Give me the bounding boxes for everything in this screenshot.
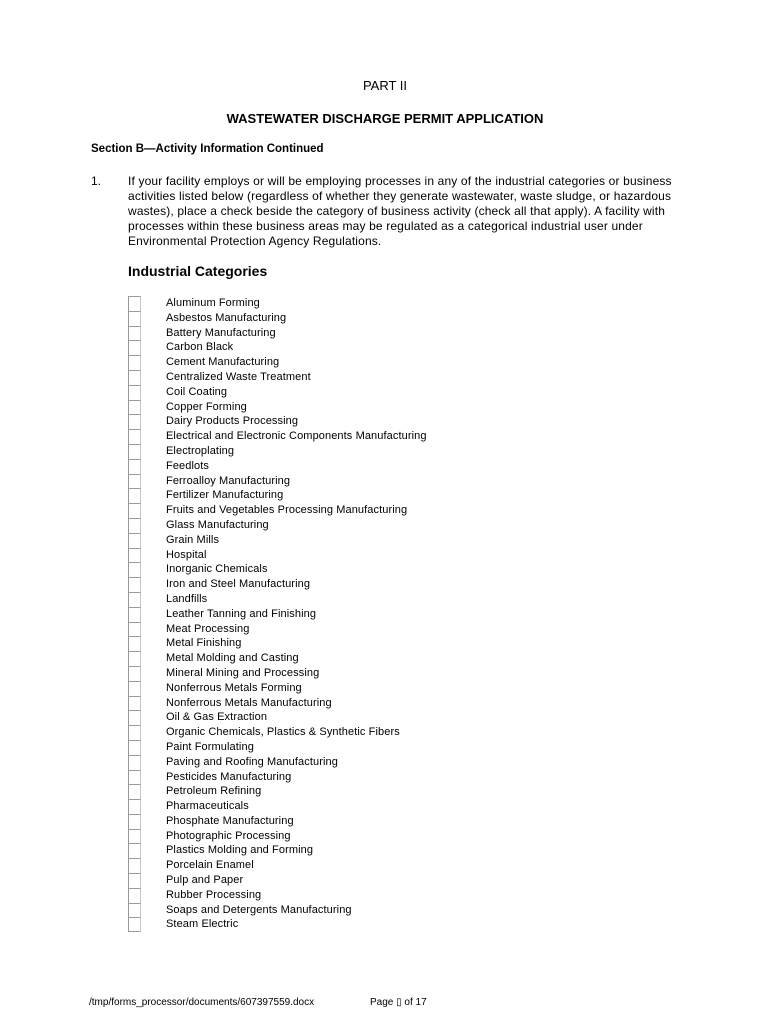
category-checkbox[interactable] [128, 311, 141, 326]
category-label: Steam Electric [166, 918, 239, 931]
category-checkbox[interactable] [128, 459, 141, 474]
category-checkbox[interactable] [128, 784, 141, 799]
category-label: Carbon Black [166, 341, 234, 354]
category-label: Metal Finishing [166, 637, 242, 650]
category-label: Phosphate Manufacturing [166, 814, 294, 827]
category-checkbox[interactable] [128, 607, 141, 622]
category-label: Porcelain Enamel [166, 859, 254, 872]
category-label: Leather Tanning and Finishing [166, 607, 317, 620]
category-label: Aluminum Forming [166, 297, 260, 309]
category-label: Ferroalloy Manufacturing [166, 474, 291, 487]
category-label: Asbestos Manufacturing [166, 311, 287, 324]
category-checkbox[interactable] [128, 755, 141, 770]
document-title: WASTEWATER DISCHARGE PERMIT APPLICATION [226, 111, 544, 126]
category-checkbox[interactable] [128, 740, 141, 755]
category-label: Pharmaceuticals [166, 800, 249, 813]
category-checkbox[interactable] [128, 326, 141, 341]
category-checkbox[interactable] [128, 873, 141, 888]
category-label: Glass Manufacturing [166, 518, 269, 531]
category-checkbox[interactable] [128, 814, 141, 829]
category-label: Copper Forming [166, 400, 247, 413]
category-label: Grain Mills [166, 533, 220, 546]
category-label: Landfills [166, 592, 208, 605]
category-checkbox[interactable] [128, 622, 141, 637]
category-checkbox[interactable] [128, 400, 141, 415]
item-instructions: If your facility employs or will be employing processes in any of the industrial categories or business activities listed below (regardless of whether they generate wastewater, waste sludge, or hazardous wastes), place a check beside the category of business activity (check all that apply). A facility with processes within these business areas may be regulated as a categorical industrial user under Environmental Protection Agency Regulations. [128, 174, 672, 248]
category-checkbox[interactable] [128, 696, 141, 711]
category-label: Organic Chemicals, Plastics & Synthetic Fibers [166, 726, 400, 739]
category-label: Mineral Mining and Processing [166, 666, 320, 679]
category-label: Electroplating [166, 444, 235, 457]
category-checkbox[interactable] [128, 799, 141, 814]
category-label: Centralized Waste Treatment [166, 370, 311, 383]
category-label: Soaps and Detergents Manufacturing [166, 903, 352, 916]
part-title: PART II [362, 78, 408, 93]
category-checkbox[interactable] [128, 414, 141, 429]
category-label: Paint Formulating [166, 740, 254, 753]
category-label: Hospital [166, 548, 207, 561]
category-checkbox[interactable] [128, 577, 141, 592]
category-checkbox[interactable] [128, 548, 141, 563]
category-label: Metal Molding and Casting [166, 652, 299, 665]
category-checkbox[interactable] [128, 888, 141, 903]
category-checkbox[interactable] [128, 858, 141, 873]
category-checkbox[interactable] [128, 829, 141, 844]
category-label: Cement Manufacturing [166, 356, 280, 369]
footer-file-path: /tmp/forms_processor/documents/607397559.docx [89, 997, 315, 1008]
category-label: Petroleum Refining [166, 785, 262, 798]
category-checkbox[interactable] [128, 503, 141, 518]
category-checkbox[interactable] [128, 636, 141, 651]
category-label: Photographic Processing [166, 829, 291, 842]
category-label: Nonferrous Metals Forming [166, 681, 302, 694]
category-checkbox[interactable] [128, 355, 141, 370]
category-checkbox[interactable] [128, 651, 141, 666]
category-checkbox[interactable] [128, 533, 141, 548]
category-checkbox[interactable] [128, 666, 141, 681]
category-label: Plastics Molding and Forming [166, 844, 314, 857]
category-checkbox[interactable] [128, 444, 141, 459]
category-label: Rubber Processing [166, 888, 262, 901]
category-label: Fertilizer Manufacturing [166, 489, 284, 502]
category-checkbox[interactable] [128, 592, 141, 607]
category-label: Dairy Products Processing [166, 415, 299, 428]
category-label: Nonferrous Metals Manufacturing [166, 696, 332, 709]
category-label: Coil Coating [166, 385, 228, 398]
category-checkbox[interactable] [128, 474, 141, 489]
category-label: Pulp and Paper [166, 874, 244, 887]
category-label: Fruits and Vegetables Processing Manufacturing [166, 504, 408, 517]
category-label: Feedlots [166, 459, 209, 472]
category-checkbox[interactable] [128, 725, 141, 740]
category-checkbox[interactable] [128, 518, 141, 533]
category-checkbox[interactable] [128, 370, 141, 385]
category-checkbox[interactable] [128, 429, 141, 444]
category-checkbox[interactable] [128, 562, 141, 577]
category-checkbox[interactable] [128, 843, 141, 858]
section-heading: Section B—Activity Information Continued [91, 143, 324, 155]
category-label: Electrical and Electronic Components Manufacturing [166, 430, 427, 443]
category-checkbox[interactable] [128, 296, 141, 311]
category-label: Iron and Steel Manufacturing [166, 578, 311, 591]
category-checkbox[interactable] [128, 340, 141, 355]
category-label: Paving and Roofing Manufacturing [166, 755, 338, 768]
category-label: Inorganic Chemicals [166, 563, 268, 576]
category-checkbox[interactable] [128, 917, 141, 932]
category-checkbox[interactable] [128, 681, 141, 696]
footer-page-number: Page ▯ of 17 [370, 997, 427, 1008]
category-label: Pesticides Manufacturing [166, 770, 292, 783]
categories-heading: Industrial Categories [128, 263, 268, 279]
item-number: 1. [91, 174, 102, 188]
category-label: Meat Processing [166, 622, 250, 635]
category-label: Oil & Gas Extraction [166, 711, 268, 724]
category-checkbox[interactable] [128, 385, 141, 400]
category-checkbox[interactable] [128, 903, 141, 918]
category-checkbox[interactable] [128, 770, 141, 785]
category-checkbox[interactable] [128, 710, 141, 725]
category-label: Battery Manufacturing [166, 326, 276, 339]
category-checkbox[interactable] [128, 488, 141, 503]
